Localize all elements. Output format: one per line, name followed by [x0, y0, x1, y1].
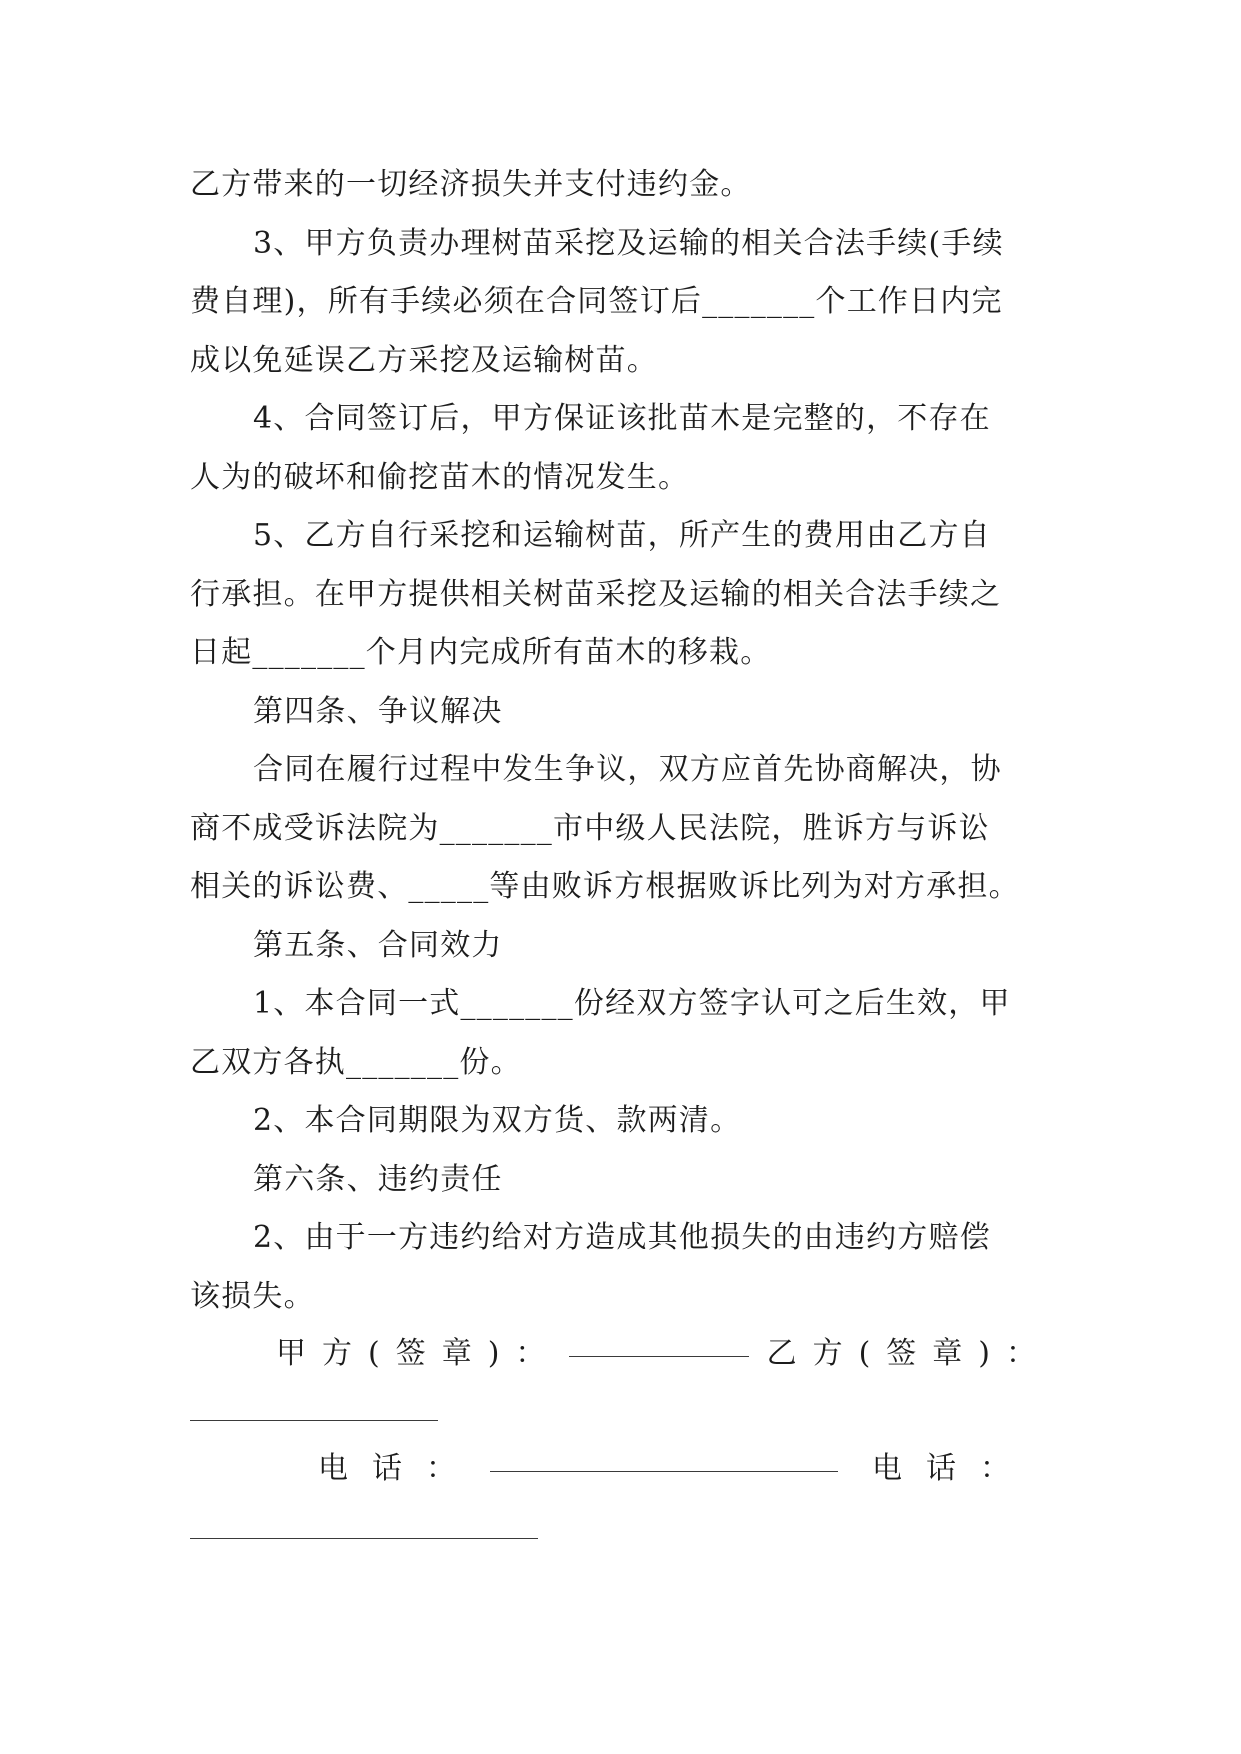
- party-b-signature-label: 乙方(签章)：: [766, 1336, 1052, 1371]
- paragraph-line: 乙双方各执_______份。: [190, 1044, 522, 1080]
- liability-clause-2-line: 2、由于一方违约给对方造成其他损失的由违约方赔偿: [253, 1220, 991, 1255]
- paragraph-line: 行承担。在甲方提供相关树苗采挖及运输的相关合法手续之: [190, 576, 1002, 612]
- party-b-phone-label: 电话：: [872, 1451, 1034, 1486]
- paragraph-line: 相关的诉讼费、_____等由败诉方根据败诉比列为对方承担。: [190, 869, 1020, 904]
- dispute-paragraph-line: 合同在履行过程中发生争议，双方应首先协商解决，协: [253, 752, 1002, 787]
- paragraph-line: 该损失。: [190, 1278, 315, 1314]
- signature-row: [190, 1328, 1052, 1372]
- party-a-signature-label: 甲方(签章)：: [276, 1336, 562, 1371]
- paragraph-line: 日起_______个月内完成所有苗木的移栽。: [190, 635, 772, 670]
- section-heading-article-4: 第四条、争议解决: [253, 693, 503, 729]
- party-a-phone-line: [490, 1470, 838, 1472]
- paragraph-line: 人为的破坏和偷挖苗木的情况发生。: [190, 459, 690, 495]
- clause-3-line: 3、甲方负责办理树苗采挖及运输的相关合法手续(手续: [253, 225, 1004, 261]
- effect-clause-2-line: 2、本合同期限为双方货、款两清。: [253, 1103, 742, 1138]
- effect-clause-1-line: 1、本合同一式_______份经双方签字认可之后生效，甲: [253, 986, 1011, 1021]
- clause-4-line: 4、合同签订后，甲方保证该批苗木是完整的，不存在: [253, 401, 991, 436]
- section-heading-article-5: 第五条、合同效力: [253, 927, 503, 963]
- party-b-signature-line: [190, 1420, 438, 1421]
- paragraph-line: 乙方带来的一切经济损失并支付违约金。: [190, 167, 752, 202]
- party-a-phone-label: 电话：: [318, 1451, 480, 1486]
- phone-row: [190, 1443, 1052, 1487]
- contract-body: [190, 156, 1052, 1326]
- section-heading-article-6: 第六条、违约责任: [253, 1161, 503, 1197]
- paragraph-line: 成以免延误乙方采挖及运输树苗。: [190, 342, 658, 378]
- clause-5-line: 5、乙方自行采挖和运输树苗，所产生的费用由乙方自: [253, 518, 991, 553]
- party-a-signature-line: [569, 1355, 748, 1357]
- party-b-phone-line: [190, 1538, 538, 1539]
- paragraph-line: 费自理)，所有手续必须在合同签订后_______个工作日内完: [190, 284, 1003, 319]
- paragraph-line: 商不成受诉法院为_______市中级人民法院，胜诉方与诉讼: [190, 810, 990, 846]
